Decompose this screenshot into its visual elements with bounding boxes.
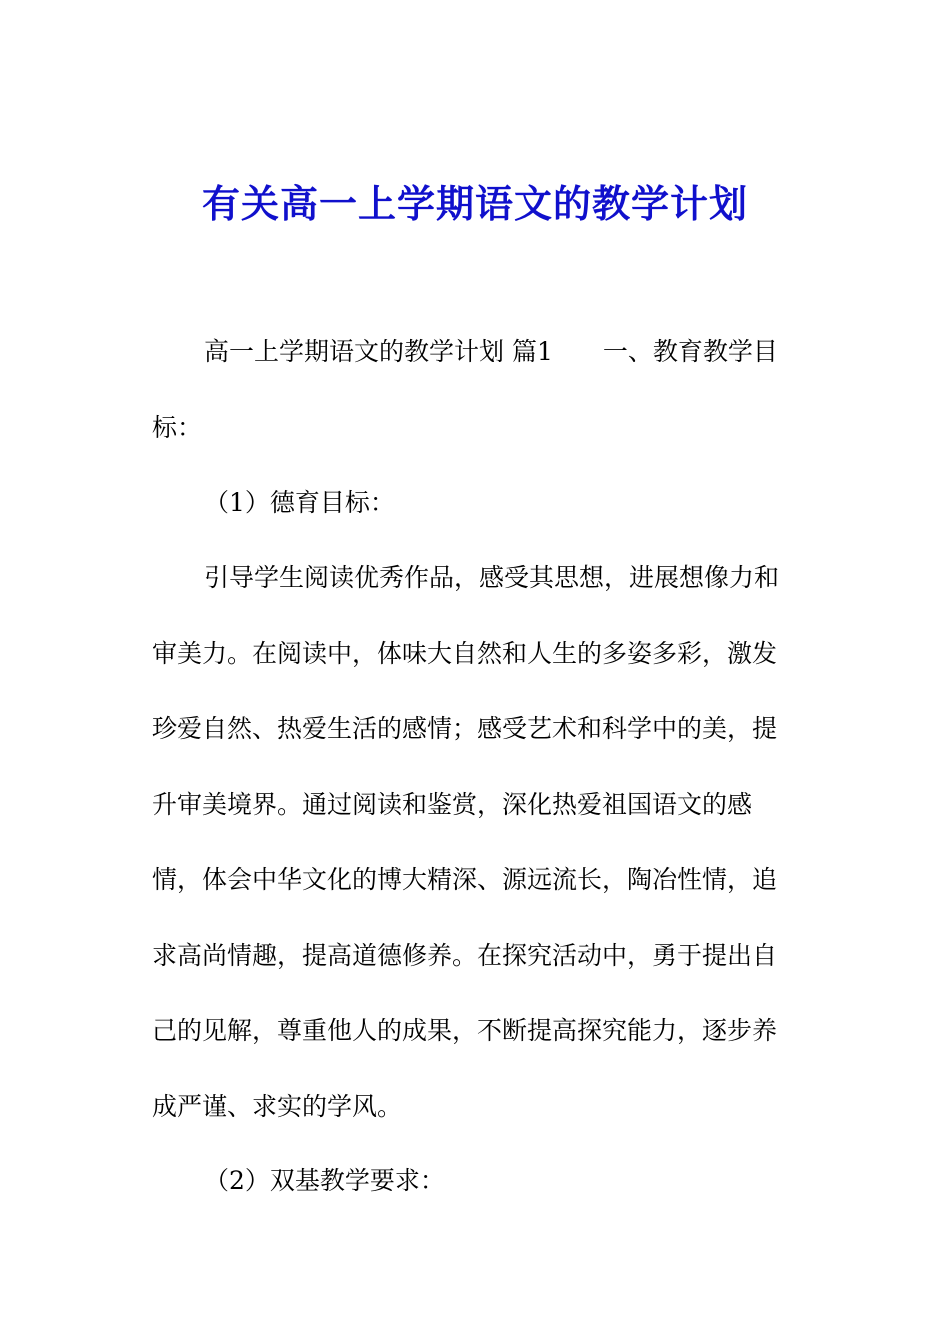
- paragraph-line: 升审美境界。通过阅读和鉴赏，深化热爱祖国语文的感: [152, 789, 753, 819]
- paragraph-line: 审美力。在阅读中，体味大自然和人生的多姿多彩，激发: [152, 638, 778, 668]
- paragraph-line: 求高尚情趣，提高道德修养。在探究活动中，勇于提出自: [152, 940, 778, 970]
- paragraph-line: 情，体会中华文化的博大精深、源远流长，陶冶性情，追: [152, 865, 778, 894]
- paragraph-line: 珍爱自然、热爱生活的感情；感受艺术和科学中的美，提: [152, 714, 778, 743]
- section-heading: （2）双基教学要求：: [204, 1166, 445, 1195]
- paragraph-line: 成严谨、求实的学风。: [152, 1091, 403, 1121]
- paragraph-intro: [152, 314, 792, 465]
- section-heading: （1）德育目标：: [204, 488, 395, 517]
- paragraph-line: 标：: [152, 412, 203, 442]
- paragraph-moral-heading: [152, 465, 792, 541]
- paragraph-line: 己的见解，尊重他人的成果，不断提高探究能力，逐步养: [152, 1016, 778, 1045]
- paragraph-moral-body: [152, 540, 792, 1144]
- paragraph-basics-heading: [152, 1143, 792, 1219]
- paragraph-line: 引导学生阅读优秀作品，感受其思想，进展想像力和: [204, 563, 780, 592]
- document-title: 有关高一上学期语文的教学计划: [201, 181, 748, 226]
- paragraph-line: 高一上学期语文的教学计划 篇1 一、教育教学目: [204, 337, 778, 366]
